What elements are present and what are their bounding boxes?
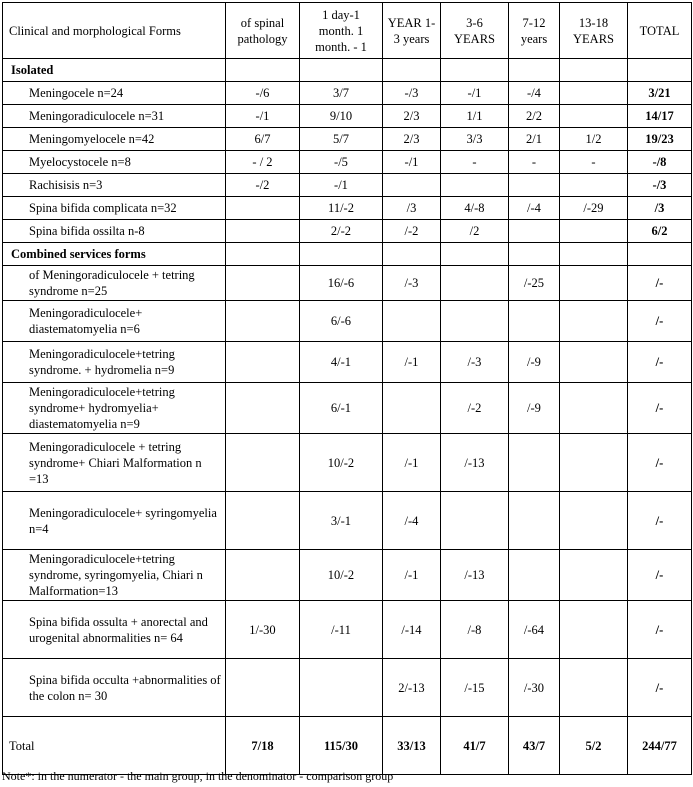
table-cell	[383, 59, 441, 82]
table-cell: 5/7	[300, 128, 383, 151]
table-cell: -/3	[383, 82, 441, 105]
table-cell: /-3	[383, 266, 441, 301]
table-cell	[383, 174, 441, 197]
table-cell: -/2	[226, 174, 300, 197]
table-cell: 6/-1	[300, 383, 383, 434]
table-row	[3, 151, 692, 174]
table-cell: /-1	[383, 434, 441, 492]
table-cell	[509, 59, 560, 82]
table-cell: /-11	[300, 601, 383, 659]
table-cell: 10/-2	[300, 550, 383, 601]
table-cell	[509, 243, 560, 266]
table-row	[3, 601, 692, 659]
table-cell: /-30	[509, 659, 560, 717]
table-cell: 5/2	[560, 717, 628, 775]
table-row	[3, 301, 692, 342]
table-cell: 115/30	[300, 717, 383, 775]
row-label: Myelocystocele n=8	[3, 151, 226, 174]
table-cell	[560, 174, 628, 197]
table-row	[3, 82, 692, 105]
table-cell: 9/10	[300, 105, 383, 128]
table-cell: 6/2	[628, 220, 692, 243]
table-cell: /-	[628, 383, 692, 434]
table-cell	[509, 434, 560, 492]
table-cell: -/5	[300, 151, 383, 174]
table-cell: -/4	[509, 82, 560, 105]
table-cell	[441, 243, 509, 266]
table-cell: 1/1	[441, 105, 509, 128]
table-cell: 2/1	[509, 128, 560, 151]
table-cell: 1/-30	[226, 601, 300, 659]
table-cell: 3/3	[441, 128, 509, 151]
table-cell	[509, 550, 560, 601]
table-cell: 19/23	[628, 128, 692, 151]
table-row	[3, 128, 692, 151]
table-cell	[226, 550, 300, 601]
table-cell	[383, 243, 441, 266]
table-cell: /-13	[441, 434, 509, 492]
table-cell	[383, 301, 441, 342]
table-cell	[560, 301, 628, 342]
row-label: Spina bifida occulta +abnormalities of the colon n= 30	[3, 659, 226, 717]
table-cell	[226, 301, 300, 342]
table-cell: 4/-8	[441, 197, 509, 220]
table-cell	[226, 342, 300, 383]
table-cell: /-	[628, 492, 692, 550]
table-cell: /-	[628, 659, 692, 717]
table-cell: /3	[628, 197, 692, 220]
section-row	[3, 243, 692, 266]
table-cell	[560, 601, 628, 659]
data-table	[2, 2, 692, 775]
table-cell	[509, 174, 560, 197]
table-cell: -/3	[628, 174, 692, 197]
table-cell: 2/2	[509, 105, 560, 128]
table-cell	[509, 301, 560, 342]
table-cell	[226, 659, 300, 717]
total-row	[3, 717, 692, 775]
table-cell	[226, 266, 300, 301]
table-cell	[441, 174, 509, 197]
column-header: TOTAL	[628, 3, 692, 59]
table-row	[3, 659, 692, 717]
table-cell	[560, 550, 628, 601]
footnote: Note*: in the numerator - the main group, in the denominator - comparison group	[2, 769, 394, 783]
table-cell	[560, 434, 628, 492]
table-cell: 2/-2	[300, 220, 383, 243]
table-cell	[560, 59, 628, 82]
table-cell: /-	[628, 601, 692, 659]
table-cell	[441, 59, 509, 82]
table-row	[3, 383, 692, 434]
column-header: 13-18 YEARS	[560, 3, 628, 59]
table-cell	[383, 383, 441, 434]
table-cell: 2/3	[383, 105, 441, 128]
row-label: of Meningoradiculocele + tetring syndrome n=25	[3, 266, 226, 301]
table-cell: /-9	[509, 342, 560, 383]
table-cell: -	[441, 151, 509, 174]
table-cell: /-8	[441, 601, 509, 659]
table-row	[3, 220, 692, 243]
table-cell: /-2	[441, 383, 509, 434]
table-row	[3, 492, 692, 550]
table-cell: /3	[383, 197, 441, 220]
row-label: Meningoradiculocele+tetring syndrome, syringomyelia, Chiari n Malformation=13	[3, 550, 226, 601]
table-cell	[226, 434, 300, 492]
table-cell	[226, 383, 300, 434]
section-label: Combined services forms	[3, 243, 226, 266]
table-cell: 2/3	[383, 128, 441, 151]
table-cell: -/1	[383, 151, 441, 174]
table-cell: 6/7	[226, 128, 300, 151]
table-cell: - / 2	[226, 151, 300, 174]
table-cell: /-	[628, 550, 692, 601]
row-label: Meningoradiculocele+ syringomyelia n=4	[3, 492, 226, 550]
table-cell: /-29	[560, 197, 628, 220]
table-cell	[560, 266, 628, 301]
table-cell: /-2	[383, 220, 441, 243]
table-row	[3, 434, 692, 492]
table-cell	[509, 220, 560, 243]
column-header: YEAR 1-3 years	[383, 3, 441, 59]
section-row	[3, 59, 692, 82]
row-label: Meningomyelocele n=42	[3, 128, 226, 151]
table-row	[3, 105, 692, 128]
table-cell	[628, 59, 692, 82]
table-cell	[560, 492, 628, 550]
table-row	[3, 174, 692, 197]
table-cell: /2	[441, 220, 509, 243]
table-cell: 14/17	[628, 105, 692, 128]
table-cell	[226, 220, 300, 243]
column-header: of spinal pathology	[226, 3, 300, 59]
row-label: Meningoradiculocele+ diastematomyelia n=6	[3, 301, 226, 342]
table-cell: /-9	[509, 383, 560, 434]
row-label: Total	[3, 717, 226, 775]
table-row	[3, 342, 692, 383]
row-label: Meningoradiculocele n=31	[3, 105, 226, 128]
row-label: Spina bifida ossilta n-8	[3, 220, 226, 243]
table-cell: /-15	[441, 659, 509, 717]
column-header: 1 day-1 month. 1 month. - 1	[300, 3, 383, 59]
table-cell	[300, 59, 383, 82]
table-cell: /-25	[509, 266, 560, 301]
table-cell: /-	[628, 301, 692, 342]
table-cell	[560, 659, 628, 717]
table-cell: -/8	[628, 151, 692, 174]
table-cell: 244/77	[628, 717, 692, 775]
table-cell: 11/-2	[300, 197, 383, 220]
table-cell: /-3	[441, 342, 509, 383]
table-cell: 4/-1	[300, 342, 383, 383]
table-cell: /-	[628, 434, 692, 492]
table-body	[3, 3, 692, 775]
table-cell: /-1	[383, 342, 441, 383]
table-cell	[560, 82, 628, 105]
table-cell: /-4	[509, 197, 560, 220]
table-cell	[441, 492, 509, 550]
table-cell: 41/7	[441, 717, 509, 775]
table-row	[3, 266, 692, 301]
table-cell: 3/21	[628, 82, 692, 105]
table-cell	[441, 266, 509, 301]
table-cell: 7/18	[226, 717, 300, 775]
column-header: 7-12 years	[509, 3, 560, 59]
table-cell	[509, 492, 560, 550]
table-cell: -/1	[441, 82, 509, 105]
table-cell: -/6	[226, 82, 300, 105]
table-cell: -/1	[226, 105, 300, 128]
row-label: Meningoradiculocele+tetring syndrome. + hydromelia n=9	[3, 342, 226, 383]
table-cell	[628, 243, 692, 266]
column-header: 3-6 YEARS	[441, 3, 509, 59]
table-cell: /-14	[383, 601, 441, 659]
table-cell: 10/-2	[300, 434, 383, 492]
table-cell: /-	[628, 266, 692, 301]
row-label: Rachisisis n=3	[3, 174, 226, 197]
table-cell	[300, 659, 383, 717]
table-cell	[560, 243, 628, 266]
table-cell	[226, 59, 300, 82]
column-header: Clinical and morphological Forms	[3, 3, 226, 59]
row-label: Meningoradiculocele+tetring syndrome+ hydromyelia+ diastematomyelia n=9	[3, 383, 226, 434]
table-cell	[560, 383, 628, 434]
table-cell: 6/-6	[300, 301, 383, 342]
table-cell: /-64	[509, 601, 560, 659]
table-cell: -	[560, 151, 628, 174]
table-cell: /-1	[383, 550, 441, 601]
table-cell	[226, 243, 300, 266]
row-label: Spina bifida ossulta + anorectal and urogenital abnormalities n= 64	[3, 601, 226, 659]
table-cell	[560, 105, 628, 128]
table-cell: /-	[628, 342, 692, 383]
header-row	[3, 3, 692, 59]
table-cell	[300, 243, 383, 266]
table-cell: 3/7	[300, 82, 383, 105]
table-row	[3, 550, 692, 601]
table-cell	[226, 197, 300, 220]
table-cell: 1/2	[560, 128, 628, 151]
section-label: Isolated	[3, 59, 226, 82]
table-cell: 3/-1	[300, 492, 383, 550]
table-cell: 2/-13	[383, 659, 441, 717]
table-cell	[560, 220, 628, 243]
table-cell: 16/-6	[300, 266, 383, 301]
table-cell	[226, 492, 300, 550]
table-cell: /-4	[383, 492, 441, 550]
table-cell: 43/7	[509, 717, 560, 775]
table-cell: -	[509, 151, 560, 174]
row-label: Meningocele n=24	[3, 82, 226, 105]
row-label: Spina bifida complicata n=32	[3, 197, 226, 220]
table-cell: /-13	[441, 550, 509, 601]
table-row	[3, 197, 692, 220]
table-cell	[441, 301, 509, 342]
table-cell: 33/13	[383, 717, 441, 775]
table-cell: -/1	[300, 174, 383, 197]
table-cell	[560, 342, 628, 383]
row-label: Meningoradiculocele + tetring syndrome+ Chiari Malformation n =13	[3, 434, 226, 492]
